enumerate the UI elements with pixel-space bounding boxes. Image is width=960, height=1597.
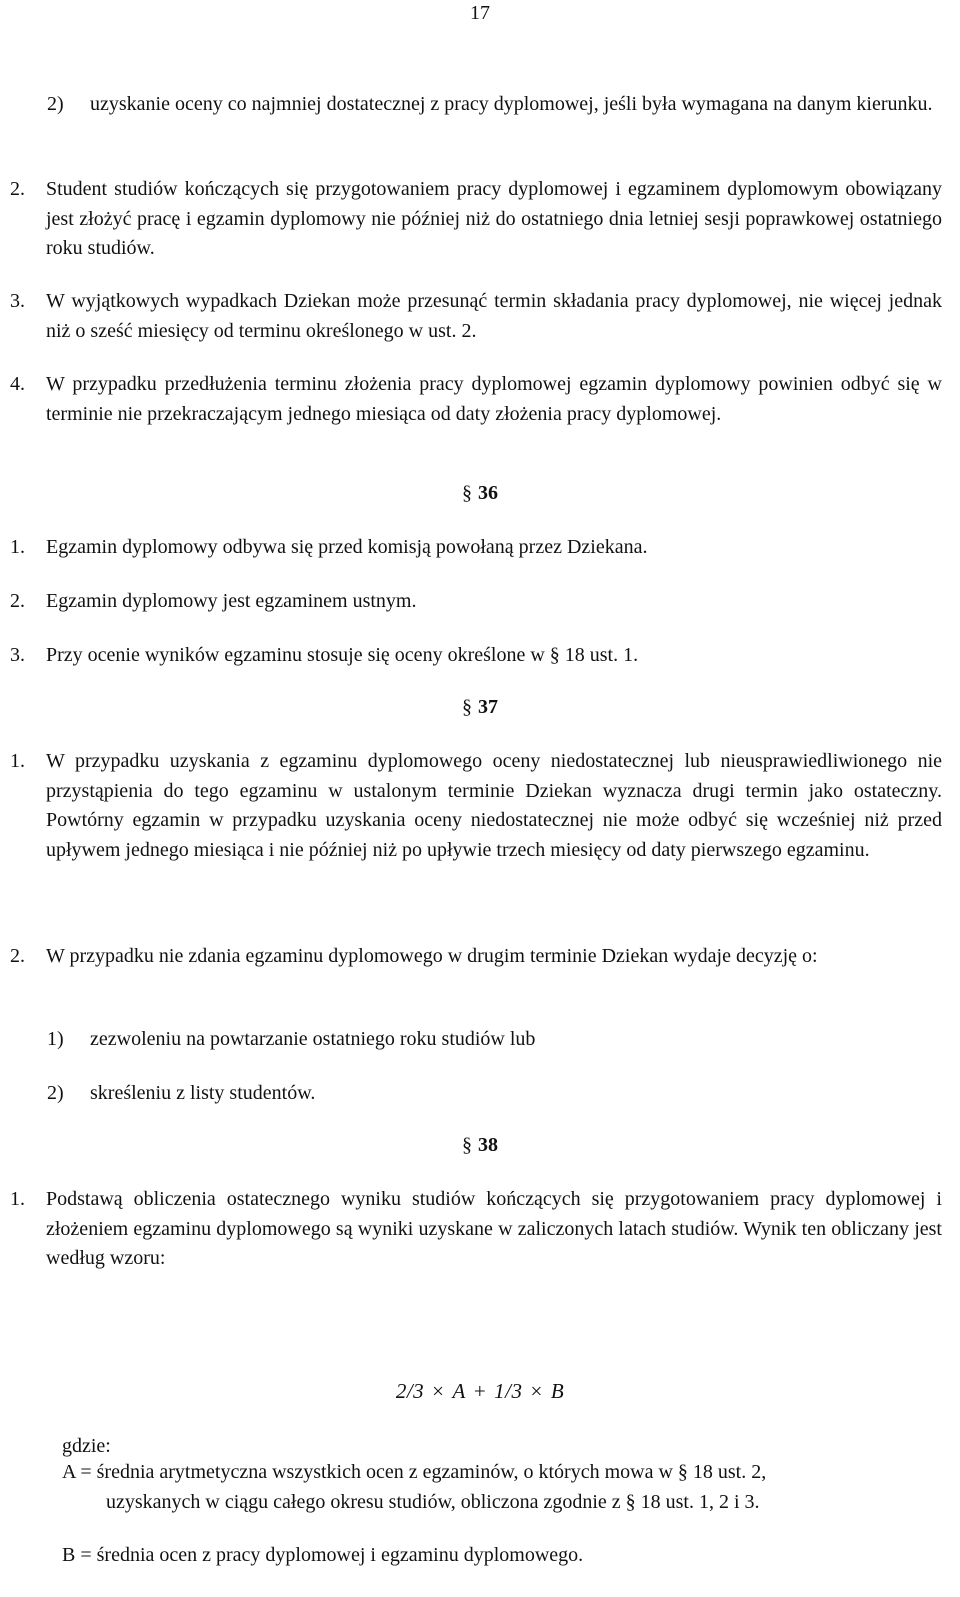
list-item-number: 2)	[47, 1082, 64, 1104]
paragraph-number: 2.	[10, 178, 25, 200]
list-item	[10, 90, 942, 120]
definition-line: uzyskanych w ciągu całego okresu studiów, obliczona zgodnie z § 18 ust. 1, 2 i 3.	[106, 1490, 760, 1513]
paragraph-number: 1.	[10, 750, 25, 772]
paragraph-number: 3.	[10, 290, 25, 312]
list-item-number: 2)	[47, 93, 64, 115]
list-item-number: 1)	[47, 1028, 64, 1050]
paragraph	[10, 175, 942, 264]
paragraph	[10, 942, 942, 972]
formula-variable: B	[550, 1379, 565, 1403]
section-heading-38	[0, 1134, 960, 1157]
paragraph-text: W wyjątkowych wypadkach Dziekan może przesunąć termin składania pracy dyplomowej, nie więcej jednak niż o sześć miesięcy od terminu określonego w ust. 2.	[46, 290, 942, 342]
list-item-text: zezwoleniu na powtarzanie ostatniego roku studiów lub	[90, 1028, 536, 1050]
section-symbol: §	[462, 482, 472, 504]
paragraph	[10, 641, 942, 671]
formula	[0, 1379, 960, 1404]
paragraph-text: W przypadku przedłużenia terminu złożenia pracy dyplomowej egzamin dyplomowy powinien odbyć się w terminie nie przekraczającym jednego miesiąca od daty złożenia pracy dyplomowej.	[46, 373, 942, 425]
list-item-text: uzyskanie oceny co najmniej dostatecznej z pracy dyplomowej, jeśli była wymagana na danym kierunku.	[90, 93, 933, 115]
definition-line: B = średnia ocen z pracy dyplomowej i egzaminu dyplomowego.	[62, 1544, 584, 1566]
paragraph	[10, 533, 942, 563]
paragraph	[10, 747, 942, 865]
paragraph	[10, 370, 942, 429]
list-item	[10, 1079, 942, 1109]
section-symbol: §	[462, 696, 472, 718]
paragraph-text: Egzamin dyplomowy odbywa się przed komisją powołaną przez Dziekana.	[46, 536, 648, 558]
page-number: 17	[470, 2, 490, 24]
paragraph-text: Przy ocenie wyników egzaminu stosuje się oceny określone w § 18 ust. 1.	[46, 644, 639, 666]
paragraph-number: 3.	[10, 644, 25, 666]
paragraph	[10, 1185, 942, 1274]
paragraph-text: Egzamin dyplomowy jest egzaminem ustnym.	[46, 590, 417, 612]
paragraph-text: Podstawą obliczenia ostatecznego wyniku studiów kończących się przygotowaniem pracy dyplomowej i złożeniem egzaminu dyplomowego są wyniki uzyskane w zaliczonych latach studiów. Wynik ten obliczany jest według wzoru:	[46, 1188, 942, 1269]
paragraph-text: W przypadku uzyskania z egzaminu dyplomowego oceny niedostatecznej lub nieusprawiedliwionego nie przystąpienia do tego egzaminu w ustalonym terminie Dziekan wyznacza drugi termin jako ostateczny. Powtórny egzamin w przypadku uzyskania oceny niedostatecznej nie może odbyć się wcześniej niż przed upływem jednego miesiąca i nie później niż po upływie trzech miesięcy od daty pierwszego egzaminu.	[46, 750, 942, 861]
section-heading-37	[0, 696, 960, 719]
paragraph-number: 2.	[10, 945, 25, 967]
paragraph-number: 1.	[10, 1188, 25, 1210]
plus-symbol: +	[473, 1379, 487, 1403]
paragraph-number: 1.	[10, 536, 25, 558]
section-symbol: §	[462, 1134, 472, 1156]
section-number: 37	[478, 696, 498, 718]
section-heading-36	[0, 482, 960, 505]
list-item	[10, 1025, 942, 1055]
paragraph-number: 2.	[10, 590, 25, 612]
multiply-symbol: ×	[432, 1379, 445, 1403]
where-label: gdzie:	[62, 1435, 111, 1457]
multiply-symbol: ×	[530, 1379, 543, 1403]
paragraph	[10, 287, 942, 346]
paragraph-text: Student studiów kończących się przygotowaniem pracy dyplomowej i egzaminem dyplomowym obowiązany jest złożyć pracę i egzamin dyplomowy nie później niż do ostatniego dnia letniej sesji poprawkowej ostatniego roku studiów.	[46, 178, 942, 259]
formula-term: 2/3	[395, 1379, 425, 1403]
definition-b	[62, 1541, 942, 1571]
formula-term: 1/3	[494, 1379, 523, 1403]
section-number: 38	[478, 1134, 498, 1156]
definition-line: A = średnia arytmetyczna wszystkich ocen z egzaminów, o których mowa w § 18 ust. 2,	[62, 1461, 767, 1483]
formula-variable: A	[452, 1379, 466, 1403]
paragraph-text: W przypadku nie zdania egzaminu dyplomowego w drugim terminie Dziekan wydaje decyzję o:	[46, 945, 818, 967]
list-item-text: skreśleniu z listy studentów.	[90, 1082, 316, 1104]
paragraph-number: 4.	[10, 373, 25, 395]
definition-a	[62, 1458, 942, 1517]
section-number: 36	[478, 482, 498, 504]
paragraph	[10, 587, 942, 617]
